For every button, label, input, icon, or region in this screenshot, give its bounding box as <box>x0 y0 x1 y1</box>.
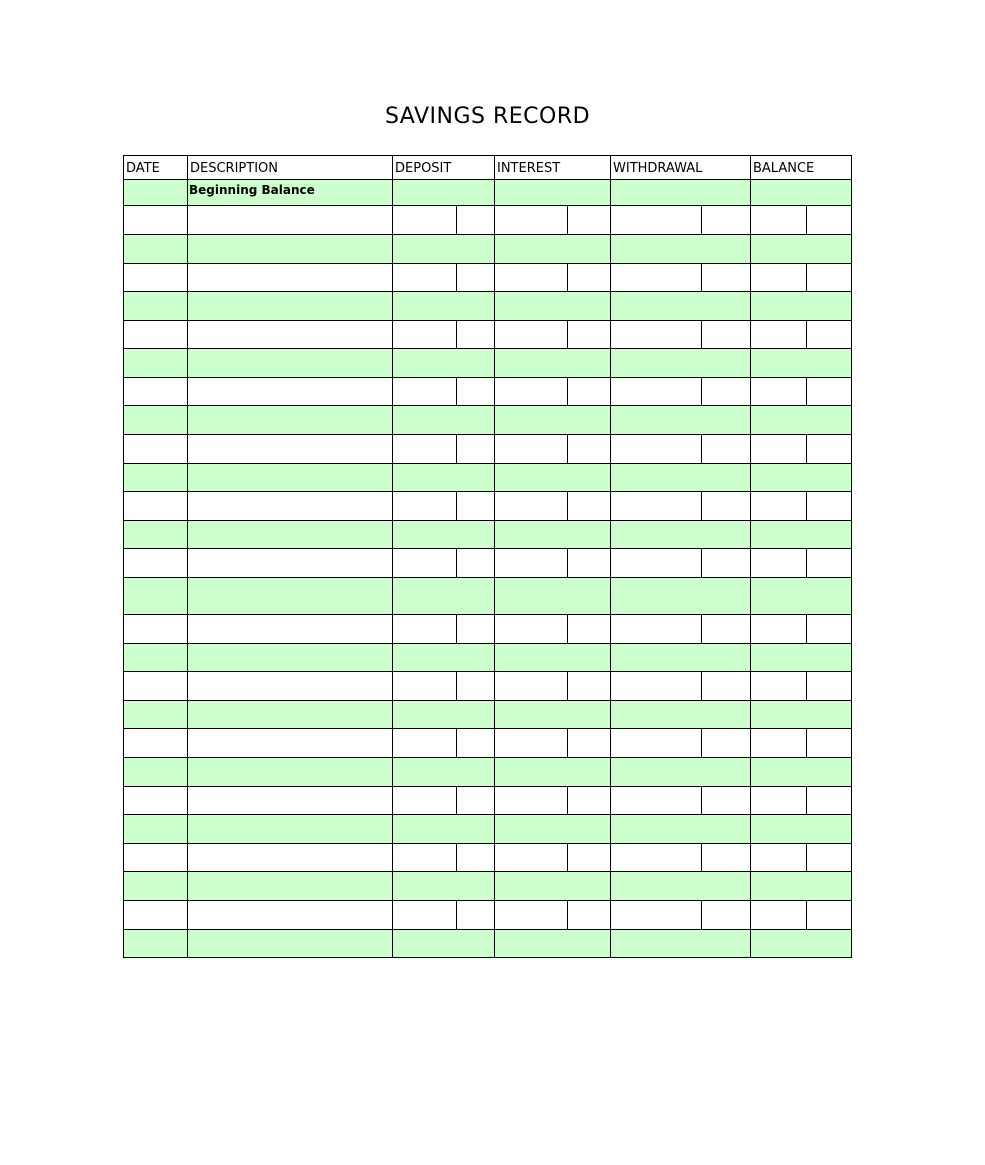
withdrawal-cell[interactable] <box>610 757 750 786</box>
deposit-cents-cell[interactable] <box>456 320 494 348</box>
deposit-dollars-cell[interactable] <box>392 491 456 520</box>
header-date: DATE <box>123 155 187 179</box>
withdrawal-cents-cell[interactable] <box>701 786 750 814</box>
balance-cents-cell[interactable] <box>806 671 852 700</box>
date-cell[interactable] <box>123 700 187 728</box>
balance-cents-cell[interactable] <box>806 900 852 929</box>
table-right-border <box>851 155 852 958</box>
date-cell[interactable] <box>123 728 187 757</box>
balance-cents-cell[interactable] <box>806 548 852 577</box>
balance-dollars-cell[interactable] <box>750 491 806 520</box>
description-cell[interactable] <box>187 871 392 900</box>
interest-cents-cell[interactable] <box>567 786 610 814</box>
withdrawal-dollars-cell[interactable] <box>610 671 701 700</box>
withdrawal-cell[interactable] <box>610 929 750 958</box>
date-cell[interactable] <box>123 263 187 291</box>
table-row <box>123 871 852 900</box>
balance-dollars-cell[interactable] <box>750 900 806 929</box>
balance-cell[interactable] <box>750 291 852 320</box>
balance-cents-cell[interactable] <box>806 786 852 814</box>
withdrawal-cell[interactable] <box>610 291 750 320</box>
description-cell[interactable] <box>187 263 392 291</box>
date-cell[interactable] <box>123 614 187 643</box>
balance-cents-cell[interactable] <box>806 491 852 520</box>
deposit-dollars-cell[interactable] <box>392 263 456 291</box>
description-cell[interactable] <box>187 434 392 463</box>
table-row <box>123 671 852 700</box>
interest-cell[interactable] <box>494 179 610 205</box>
withdrawal-cents-cell[interactable] <box>701 614 750 643</box>
interest-cell[interactable] <box>494 871 610 900</box>
deposit-cell[interactable] <box>392 234 494 263</box>
table-row <box>123 291 852 320</box>
date-cell[interactable] <box>123 900 187 929</box>
date-cell[interactable] <box>123 291 187 320</box>
balance-cents-cell[interactable] <box>806 320 852 348</box>
deposit-cell[interactable] <box>392 463 494 491</box>
deposit-dollars-cell[interactable] <box>392 786 456 814</box>
withdrawal-dollars-cell[interactable] <box>610 786 701 814</box>
deposit-cell[interactable] <box>392 291 494 320</box>
balance-cents-cell[interactable] <box>806 728 852 757</box>
deposit-cell[interactable] <box>392 757 494 786</box>
deposit-cents-cell[interactable] <box>456 205 494 234</box>
table-row <box>123 491 852 520</box>
deposit-cents-cell[interactable] <box>456 786 494 814</box>
description-cell[interactable] <box>187 700 392 728</box>
withdrawal-dollars-cell[interactable] <box>610 728 701 757</box>
interest-dollars-cell[interactable] <box>494 728 567 757</box>
interest-cents-cell[interactable] <box>567 205 610 234</box>
deposit-cents-cell[interactable] <box>456 491 494 520</box>
date-cell[interactable] <box>123 843 187 871</box>
deposit-cents-cell[interactable] <box>456 671 494 700</box>
deposit-dollars-cell[interactable] <box>392 377 456 405</box>
beginning-balance-label: Beginning Balance <box>187 179 392 205</box>
balance-cell[interactable] <box>750 179 852 205</box>
description-cell[interactable] <box>187 291 392 320</box>
table-row <box>123 320 852 348</box>
table-row <box>123 728 852 757</box>
table-row <box>123 520 852 548</box>
balance-cell[interactable] <box>750 814 852 843</box>
description-cell[interactable] <box>187 577 392 614</box>
balance-cents-cell[interactable] <box>806 205 852 234</box>
deposit-cell[interactable] <box>392 814 494 843</box>
balance-cents-cell[interactable] <box>806 434 852 463</box>
deposit-dollars-cell[interactable] <box>392 205 456 234</box>
description-cell[interactable] <box>187 348 392 377</box>
interest-dollars-cell[interactable] <box>494 614 567 643</box>
interest-dollars-cell[interactable] <box>494 205 567 234</box>
deposit-cell[interactable] <box>392 348 494 377</box>
deposit-cents-cell[interactable] <box>456 843 494 871</box>
deposit-dollars-cell[interactable] <box>392 900 456 929</box>
header-balance: BALANCE <box>750 155 852 179</box>
withdrawal-cents-cell[interactable] <box>701 434 750 463</box>
deposit-cell[interactable] <box>392 520 494 548</box>
date-cell[interactable] <box>123 434 187 463</box>
withdrawal-cell[interactable] <box>610 405 750 434</box>
deposit-cell[interactable] <box>392 577 494 614</box>
date-cell[interactable] <box>123 179 187 205</box>
withdrawal-dollars-cell[interactable] <box>610 320 701 348</box>
table-row <box>123 205 852 234</box>
date-cell[interactable] <box>123 348 187 377</box>
deposit-cell[interactable] <box>392 700 494 728</box>
date-cell[interactable] <box>123 757 187 786</box>
description-cell[interactable] <box>187 929 392 958</box>
withdrawal-cell[interactable] <box>610 871 750 900</box>
date-cell[interactable] <box>123 463 187 491</box>
description-cell[interactable] <box>187 728 392 757</box>
balance-cents-cell[interactable] <box>806 377 852 405</box>
description-cell[interactable] <box>187 463 392 491</box>
interest-cents-cell[interactable] <box>567 377 610 405</box>
table-row <box>123 434 852 463</box>
date-cell[interactable] <box>123 643 187 671</box>
withdrawal-dollars-cell[interactable] <box>610 491 701 520</box>
balance-cell[interactable] <box>750 643 852 671</box>
balance-dollars-cell[interactable] <box>750 263 806 291</box>
balance-cell[interactable] <box>750 520 852 548</box>
interest-cell[interactable] <box>494 520 610 548</box>
balance-cell[interactable] <box>750 929 852 958</box>
deposit-dollars-cell[interactable] <box>392 434 456 463</box>
balance-cell[interactable] <box>750 463 852 491</box>
description-cell[interactable] <box>187 814 392 843</box>
interest-cell[interactable] <box>494 814 610 843</box>
deposit-cents-cell[interactable] <box>456 548 494 577</box>
withdrawal-cell[interactable] <box>610 577 750 614</box>
balance-cell[interactable] <box>750 234 852 263</box>
deposit-dollars-cell[interactable] <box>392 548 456 577</box>
table-row <box>123 348 852 377</box>
interest-cell[interactable] <box>494 700 610 728</box>
interest-dollars-cell[interactable] <box>494 786 567 814</box>
description-cell[interactable] <box>187 548 392 577</box>
balance-dollars-cell[interactable] <box>750 671 806 700</box>
header-withdrawal: WITHDRAWAL <box>610 155 750 179</box>
interest-dollars-cell[interactable] <box>494 671 567 700</box>
description-cell[interactable] <box>187 491 392 520</box>
table-row <box>123 643 852 671</box>
withdrawal-dollars-cell[interactable] <box>610 843 701 871</box>
table-row <box>123 814 852 843</box>
interest-dollars-cell[interactable] <box>494 491 567 520</box>
withdrawal-dollars-cell[interactable] <box>610 205 701 234</box>
interest-cell[interactable] <box>494 234 610 263</box>
interest-dollars-cell[interactable] <box>494 900 567 929</box>
withdrawal-cents-cell[interactable] <box>701 377 750 405</box>
description-cell[interactable] <box>187 643 392 671</box>
description-cell[interactable] <box>187 757 392 786</box>
description-cell[interactable] <box>187 786 392 814</box>
description-cell[interactable] <box>187 405 392 434</box>
interest-cents-cell[interactable] <box>567 900 610 929</box>
interest-cents-cell[interactable] <box>567 843 610 871</box>
interest-cell[interactable] <box>494 463 610 491</box>
table-bottom-border <box>123 957 852 958</box>
page-title: SAVINGS RECORD <box>384 104 591 129</box>
date-cell[interactable] <box>123 520 187 548</box>
description-cell[interactable] <box>187 377 392 405</box>
withdrawal-dollars-cell[interactable] <box>610 434 701 463</box>
table-row <box>123 929 852 958</box>
description-cell[interactable] <box>187 843 392 871</box>
date-cell[interactable] <box>123 491 187 520</box>
date-cell[interactable] <box>123 814 187 843</box>
deposit-cents-cell[interactable] <box>456 900 494 929</box>
description-cell[interactable] <box>187 320 392 348</box>
interest-cell[interactable] <box>494 757 610 786</box>
date-cell[interactable] <box>123 548 187 577</box>
date-cell[interactable] <box>123 205 187 234</box>
date-cell[interactable] <box>123 929 187 958</box>
interest-dollars-cell[interactable] <box>494 377 567 405</box>
deposit-cell[interactable] <box>392 179 494 205</box>
deposit-dollars-cell[interactable] <box>392 320 456 348</box>
interest-cents-cell[interactable] <box>567 728 610 757</box>
description-cell[interactable] <box>187 520 392 548</box>
table-row <box>123 377 852 405</box>
withdrawal-cents-cell[interactable] <box>701 320 750 348</box>
description-cell[interactable] <box>187 234 392 263</box>
withdrawal-cents-cell[interactable] <box>701 491 750 520</box>
interest-cents-cell[interactable] <box>567 614 610 643</box>
interest-cell[interactable] <box>494 291 610 320</box>
date-cell[interactable] <box>123 577 187 614</box>
table-row <box>123 786 852 814</box>
interest-dollars-cell[interactable] <box>494 843 567 871</box>
balance-dollars-cell[interactable] <box>750 786 806 814</box>
balance-cell[interactable] <box>750 700 852 728</box>
table-row <box>123 577 852 614</box>
withdrawal-cell[interactable] <box>610 700 750 728</box>
withdrawal-cell[interactable] <box>610 179 750 205</box>
balance-dollars-cell[interactable] <box>750 205 806 234</box>
date-cell[interactable] <box>123 786 187 814</box>
balance-dollars-cell[interactable] <box>750 320 806 348</box>
deposit-cell[interactable] <box>392 871 494 900</box>
deposit-dollars-cell[interactable] <box>392 614 456 643</box>
interest-cell[interactable] <box>494 643 610 671</box>
deposit-cents-cell[interactable] <box>456 614 494 643</box>
table-row <box>123 900 852 929</box>
header-deposit: DEPOSIT <box>392 155 494 179</box>
date-cell[interactable] <box>123 234 187 263</box>
table-row <box>123 234 852 263</box>
withdrawal-dollars-cell[interactable] <box>610 263 701 291</box>
balance-cell[interactable] <box>750 757 852 786</box>
table-row <box>123 757 852 786</box>
interest-dollars-cell[interactable] <box>494 320 567 348</box>
header-interest: INTEREST <box>494 155 610 179</box>
beginning-balance-row <box>123 179 852 205</box>
withdrawal-cell[interactable] <box>610 814 750 843</box>
interest-cents-cell[interactable] <box>567 491 610 520</box>
interest-cell[interactable] <box>494 348 610 377</box>
balance-cell[interactable] <box>750 348 852 377</box>
interest-dollars-cell[interactable] <box>494 263 567 291</box>
withdrawal-cell[interactable] <box>610 643 750 671</box>
interest-cents-cell[interactable] <box>567 434 610 463</box>
withdrawal-dollars-cell[interactable] <box>610 614 701 643</box>
balance-cents-cell[interactable] <box>806 614 852 643</box>
interest-cents-cell[interactable] <box>567 548 610 577</box>
table-row <box>123 463 852 491</box>
description-cell[interactable] <box>187 900 392 929</box>
date-cell[interactable] <box>123 671 187 700</box>
balance-dollars-cell[interactable] <box>750 377 806 405</box>
deposit-cell[interactable] <box>392 929 494 958</box>
table-row <box>123 843 852 871</box>
description-cell[interactable] <box>187 614 392 643</box>
table-row <box>123 700 852 728</box>
withdrawal-cents-cell[interactable] <box>701 548 750 577</box>
savings-table <box>123 155 852 958</box>
balance-dollars-cell[interactable] <box>750 548 806 577</box>
balance-cents-cell[interactable] <box>806 843 852 871</box>
interest-dollars-cell[interactable] <box>494 434 567 463</box>
header-description: DESCRIPTION <box>187 155 392 179</box>
deposit-dollars-cell[interactable] <box>392 728 456 757</box>
date-cell[interactable] <box>123 871 187 900</box>
withdrawal-cell[interactable] <box>610 463 750 491</box>
deposit-cents-cell[interactable] <box>456 434 494 463</box>
balance-dollars-cell[interactable] <box>750 614 806 643</box>
deposit-cents-cell[interactable] <box>456 728 494 757</box>
deposit-dollars-cell[interactable] <box>392 843 456 871</box>
date-cell[interactable] <box>123 320 187 348</box>
description-cell[interactable] <box>187 205 392 234</box>
withdrawal-dollars-cell[interactable] <box>610 548 701 577</box>
deposit-dollars-cell[interactable] <box>392 671 456 700</box>
balance-cents-cell[interactable] <box>806 263 852 291</box>
withdrawal-cell[interactable] <box>610 234 750 263</box>
interest-cell[interactable] <box>494 577 610 614</box>
withdrawal-cents-cell[interactable] <box>701 671 750 700</box>
table-row <box>123 405 852 434</box>
table-row <box>123 614 852 643</box>
deposit-cell[interactable] <box>392 405 494 434</box>
withdrawal-cell[interactable] <box>610 348 750 377</box>
balance-cell[interactable] <box>750 577 852 614</box>
table-row <box>123 263 852 291</box>
header-row <box>123 155 852 179</box>
date-cell[interactable] <box>123 377 187 405</box>
description-cell[interactable] <box>187 671 392 700</box>
interest-cell[interactable] <box>494 929 610 958</box>
deposit-cell[interactable] <box>392 643 494 671</box>
deposit-cents-cell[interactable] <box>456 377 494 405</box>
withdrawal-cell[interactable] <box>610 520 750 548</box>
withdrawal-cents-cell[interactable] <box>701 900 750 929</box>
withdrawal-cents-cell[interactable] <box>701 205 750 234</box>
balance-cell[interactable] <box>750 871 852 900</box>
date-cell[interactable] <box>123 405 187 434</box>
interest-cents-cell[interactable] <box>567 671 610 700</box>
interest-dollars-cell[interactable] <box>494 548 567 577</box>
balance-cell[interactable] <box>750 405 852 434</box>
withdrawal-dollars-cell[interactable] <box>610 900 701 929</box>
balance-dollars-cell[interactable] <box>750 843 806 871</box>
balance-dollars-cell[interactable] <box>750 728 806 757</box>
withdrawal-cents-cell[interactable] <box>701 728 750 757</box>
interest-cell[interactable] <box>494 405 610 434</box>
withdrawal-cents-cell[interactable] <box>701 843 750 871</box>
interest-cents-cell[interactable] <box>567 263 610 291</box>
withdrawal-dollars-cell[interactable] <box>610 377 701 405</box>
interest-cents-cell[interactable] <box>567 320 610 348</box>
balance-dollars-cell[interactable] <box>750 434 806 463</box>
withdrawal-cents-cell[interactable] <box>701 263 750 291</box>
deposit-cents-cell[interactable] <box>456 263 494 291</box>
table-row <box>123 548 852 577</box>
